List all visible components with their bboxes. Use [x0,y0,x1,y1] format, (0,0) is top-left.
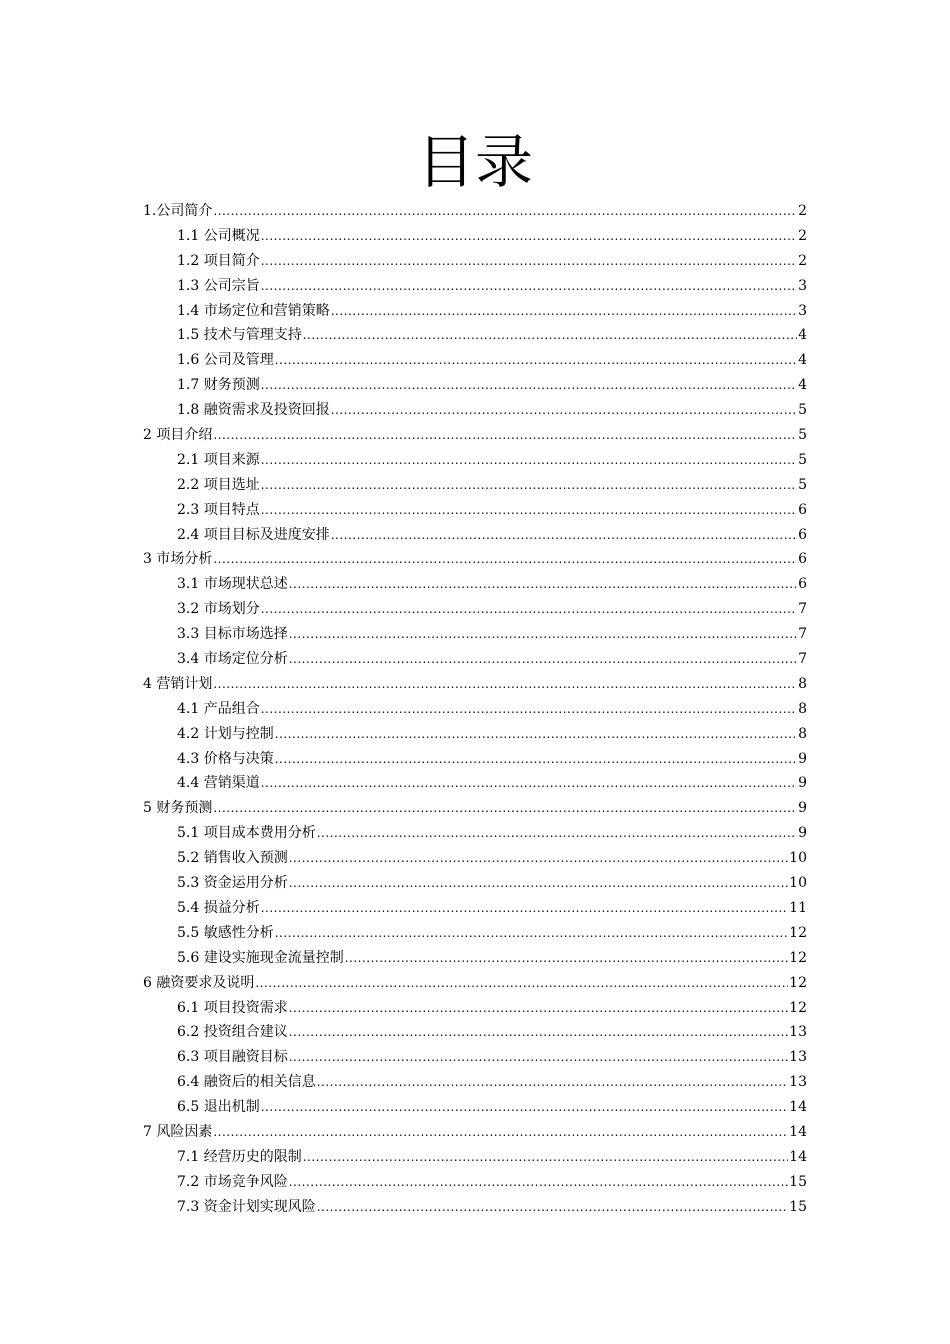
toc-dot-leader [213,423,797,448]
toc-entry-page-number: 7 [798,651,807,668]
toc-entry[interactable] [143,373,807,398]
toc-entry-page-number: 6 [798,526,807,543]
toc-entry-label: 2.2 项目选址 [177,476,260,493]
toc-entry-label: 7.2 市场竞争风险 [177,1173,288,1190]
toc-dot-leader [213,1120,788,1145]
toc-entry-label: 5 财务预测 [143,800,213,817]
toc-entry-page-number: 12 [789,999,807,1016]
toc-entry[interactable] [143,274,807,299]
toc-entry[interactable] [143,672,807,697]
toc-entry-page-number: 8 [798,725,807,742]
toc-entry-label: 3.4 市场定位分析 [177,651,288,668]
toc-entry[interactable] [143,697,807,722]
toc-entry-page-number: 12 [789,974,807,991]
toc-entry-label: 6 融资要求及说明 [143,974,255,991]
toc-entry-label: 5.3 资金运用分析 [177,875,288,892]
toc-entry-page-number: 9 [798,775,807,792]
toc-dot-leader [261,896,788,921]
toc-entry[interactable] [143,1120,807,1145]
toc-dot-leader [261,448,797,473]
toc-entry[interactable] [143,249,807,274]
toc-dot-leader [331,398,797,423]
toc-dot-leader [213,796,797,821]
toc-entry-page-number: 15 [789,1173,807,1190]
toc-entry-page-number: 6 [798,501,807,518]
toc-entry[interactable] [143,423,807,448]
toc-dot-leader [261,249,797,274]
toc-entry-label: 5.1 项目成本费用分析 [177,825,316,842]
toc-entry-label: 2.4 项目目标及进度安排 [177,526,330,543]
toc-entry-label: 1.2 项目简介 [177,252,260,269]
toc-entry-page-number: 5 [798,402,807,419]
toc-entry-label: 4.1 产品组合 [177,700,260,717]
toc-dot-leader [261,473,797,498]
toc-entry[interactable] [143,1170,807,1195]
toc-entry-page-number: 9 [798,750,807,767]
toc-entry[interactable] [143,323,807,348]
toc-entry[interactable] [143,348,807,373]
toc-entry[interactable] [143,199,807,224]
toc-entry-label: 6.5 退出机制 [177,1099,260,1116]
toc-entry-page-number: 15 [789,1198,807,1215]
toc-dot-leader [289,1020,788,1045]
toc-entry-label: 1.6 公司及管理 [177,352,274,369]
toc-entry[interactable] [143,871,807,896]
toc-entry-label: 1.8 融资需求及投资回报 [177,402,330,419]
toc-entry-page-number: 14 [789,1148,807,1165]
toc-entry[interactable] [143,771,807,796]
toc-entry[interactable] [143,1020,807,1045]
toc-entry-label: 4.3 价格与决策 [177,750,274,767]
toc-entry-label: 4.4 营销渠道 [177,775,260,792]
toc-entry[interactable] [143,971,807,996]
toc-entry-label: 5.5 敏感性分析 [177,924,274,941]
toc-dot-leader [255,971,788,996]
toc-entry[interactable] [143,846,807,871]
toc-entry-page-number: 7 [798,601,807,618]
toc-dot-leader [303,1145,788,1170]
toc-entry-page-number: 13 [789,1024,807,1041]
toc-entry[interactable] [143,921,807,946]
toc-entry[interactable] [143,996,807,1021]
toc-dot-leader [275,921,788,946]
toc-entry-page-number: 4 [798,377,807,394]
toc-dot-leader [213,547,797,572]
toc-dot-leader [261,498,797,523]
toc-entry-page-number: 3 [798,302,807,319]
toc-entry-label: 1.公司简介 [143,203,213,219]
toc-entry-label: 6.2 投资组合建议 [177,1024,288,1041]
toc-entry[interactable] [143,448,807,473]
toc-entry-label: 4 营销计划 [143,675,213,692]
toc-entry-page-number: 9 [798,825,807,842]
toc-entry-label: 1.1 公司概况 [177,227,260,244]
toc-dot-leader [317,1070,788,1095]
toc-entry-label: 1.3 公司宗旨 [177,277,260,294]
toc-entry-label: 3.1 市场现状总述 [177,576,288,593]
toc-entry-label: 7.1 经营历史的限制 [177,1148,302,1165]
toc-dot-leader [261,274,797,299]
toc-entry[interactable] [143,547,807,572]
toc-entry-label: 6.3 项目融资目标 [177,1049,288,1066]
toc-entry-page-number: 3 [798,277,807,294]
toc-entry[interactable] [143,747,807,772]
toc-entry-page-number: 2 [798,252,807,269]
toc-entry-label: 4.2 计划与控制 [177,725,274,742]
toc-dot-leader [261,1095,788,1120]
toc-dot-leader [289,572,797,597]
toc-entry-page-number: 4 [798,352,807,369]
toc-dot-leader [275,348,797,373]
toc-dot-leader [345,946,788,971]
toc-entry-page-number: 8 [798,700,807,717]
toc-entry-label: 3 市场分析 [143,551,213,568]
toc-entry-page-number: 13 [789,1049,807,1066]
toc-dot-leader [289,1045,788,1070]
toc-entry-page-number: 14 [789,1123,807,1140]
toc-dot-leader [289,1170,788,1195]
toc-entry-page-number: 8 [798,675,807,692]
toc-entry[interactable] [143,523,807,548]
toc-entry-page-number: 5 [798,476,807,493]
toc-entry[interactable] [143,572,807,597]
toc-dot-leader [213,672,797,697]
toc-entry[interactable] [143,473,807,498]
toc-entry-page-number: 5 [798,427,807,444]
toc-entry[interactable] [143,821,807,846]
toc-dot-leader [331,523,797,548]
toc-entry-label: 1.4 市场定位和营销策略 [177,302,330,319]
toc-entry-page-number: 13 [789,1074,807,1091]
toc-dot-leader [289,846,788,871]
toc-entry-page-number: 4 [798,327,807,344]
toc-dot-leader [317,1195,788,1220]
toc-entry[interactable] [143,597,807,622]
toc-entry-page-number: 2 [798,203,807,219]
toc-entry[interactable] [143,647,807,672]
toc-entry-label: 6.4 融资后的相关信息 [177,1074,316,1091]
table-of-contents [143,199,807,1220]
toc-dot-leader [213,199,797,224]
toc-entry-page-number: 9 [798,800,807,817]
toc-entry-page-number: 7 [798,626,807,643]
toc-entry[interactable] [143,946,807,971]
toc-dot-leader [289,871,788,896]
toc-dot-leader [317,821,797,846]
toc-entry-label: 7.3 资金计划实现风险 [177,1198,316,1215]
toc-entry-page-number: 10 [789,850,807,867]
toc-entry-page-number: 10 [789,875,807,892]
toc-entry-page-number: 2 [798,227,807,244]
toc-entry[interactable] [143,1070,807,1095]
toc-entry-label: 2 项目介绍 [143,427,213,444]
toc-entry-label: 1.5 技术与管理支持 [177,327,302,344]
toc-dot-leader [289,622,797,647]
toc-entry[interactable] [143,622,807,647]
toc-entry[interactable] [143,299,807,324]
toc-entry-page-number: 6 [798,551,807,568]
toc-dot-leader [289,647,797,672]
toc-entry-page-number: 5 [798,451,807,468]
toc-entry[interactable] [143,224,807,249]
toc-entry[interactable] [143,398,807,423]
toc-dot-leader [289,996,788,1021]
toc-entry-page-number: 6 [798,576,807,593]
toc-entry-label: 5.6 建设实施现金流量控制 [177,949,344,966]
toc-dot-leader [303,323,797,348]
toc-dot-leader [261,373,797,398]
toc-entry-label: 6.1 项目投资需求 [177,999,288,1016]
toc-entry-label: 7 风险因素 [143,1123,213,1140]
toc-entry[interactable] [143,498,807,523]
toc-entry[interactable] [143,896,807,921]
toc-entry[interactable] [143,1145,807,1170]
toc-entry[interactable] [143,1045,807,1070]
toc-entry-label: 2.1 项目来源 [177,451,260,468]
page-title: 目录 [416,128,533,196]
toc-entry-page-number: 12 [789,949,807,966]
toc-dot-leader [275,722,797,747]
toc-entry[interactable] [143,796,807,821]
toc-entry[interactable] [143,722,807,747]
toc-entry-label: 3.2 市场划分 [177,601,260,618]
toc-entry-label: 2.3 项目特点 [177,501,260,518]
toc-entry-page-number: 11 [789,899,807,916]
toc-entry-page-number: 14 [789,1099,807,1116]
toc-dot-leader [261,224,797,249]
toc-entry-label: 5.2 销售收入预测 [177,850,288,867]
toc-entry-label: 5.4 损益分析 [177,899,260,916]
toc-entry[interactable] [143,1195,807,1220]
toc-entry-label: 1.7 财务预测 [177,377,260,394]
toc-entry-page-number: 12 [789,924,807,941]
toc-dot-leader [331,299,797,324]
toc-entry[interactable] [143,1095,807,1120]
toc-dot-leader [261,697,797,722]
toc-dot-leader [261,771,797,796]
toc-dot-leader [275,747,797,772]
toc-dot-leader [261,597,797,622]
toc-entry-label: 3.3 目标市场选择 [177,626,288,643]
